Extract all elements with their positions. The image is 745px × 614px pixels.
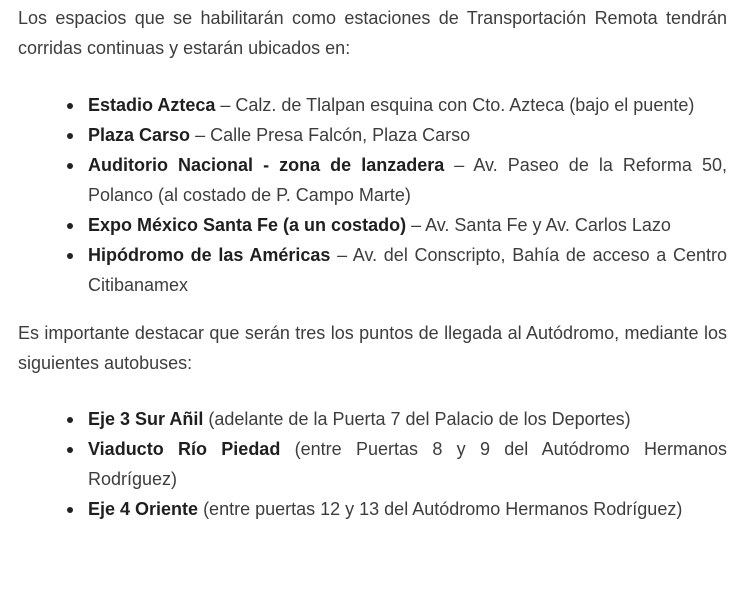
- note-paragraph: Es importante destacar que serán tres los puntos de llegada al Autódromo, mediante los siguientes autobuses:: [18, 323, 727, 373]
- bullet-icon: [67, 103, 73, 109]
- arrival-detail: (adelante de la Puerta 7 del Palacio de los Deportes): [203, 409, 631, 429]
- list-item: [88, 404, 727, 434]
- arrival-detail: (entre puertas 12 y 13 del Autódromo Hermanos Rodríguez): [198, 499, 683, 519]
- arrival-list: [18, 404, 727, 524]
- list-item: [88, 90, 727, 120]
- arrival-name: Eje 3 Sur Añil: [88, 409, 204, 429]
- station-detail: – Calle Presa Falcón, Plaza Carso: [190, 125, 471, 145]
- bullet-icon: [67, 507, 73, 513]
- bullet-icon: [67, 223, 73, 229]
- list-item: [88, 120, 727, 150]
- list-item: [88, 150, 727, 210]
- arrival-detail: (entre Puertas 8 y 9 del Autódromo Hermanos Rodríguez): [88, 439, 727, 489]
- station-name: Auditorio Nacional - zona de lanzadera: [88, 155, 445, 175]
- station-detail: – Av. del Conscripto, Bahía de acceso a Centro Citibanamex: [88, 245, 728, 295]
- station-name: Estadio Azteca: [88, 95, 216, 115]
- list-item: [88, 210, 727, 240]
- bullet-icon: [67, 417, 73, 423]
- station-list: [18, 90, 727, 300]
- station-name: Plaza Carso: [88, 125, 191, 145]
- list-item: [88, 494, 727, 524]
- station-name: Hipódromo de las Américas: [88, 245, 331, 265]
- bullet-icon: [67, 133, 73, 139]
- list-item: [88, 240, 727, 300]
- arrival-name: Viaducto Río Piedad: [88, 439, 281, 459]
- list-item: [88, 434, 727, 494]
- bullet-icon: [67, 447, 73, 453]
- station-detail: – Calz. de Tlalpan esquina con Cto. Azteca (bajo el puente): [215, 95, 695, 115]
- station-detail: – Av. Santa Fe y Av. Carlos Lazo: [406, 215, 671, 235]
- bullet-icon: [67, 163, 73, 169]
- intro-paragraph: Los espacios que se habilitarán como estaciones de Transportación Remota tendrán corridas continuas y estarán ubicados en:: [18, 8, 727, 58]
- arrival-name: Eje 4 Oriente: [88, 499, 199, 519]
- station-detail: – Av. Paseo de la Reforma 50, Polanco (al costado de P. Campo Marte): [88, 155, 727, 205]
- bullet-icon: [67, 253, 73, 259]
- station-name: Expo México Santa Fe (a un costado): [88, 215, 407, 235]
